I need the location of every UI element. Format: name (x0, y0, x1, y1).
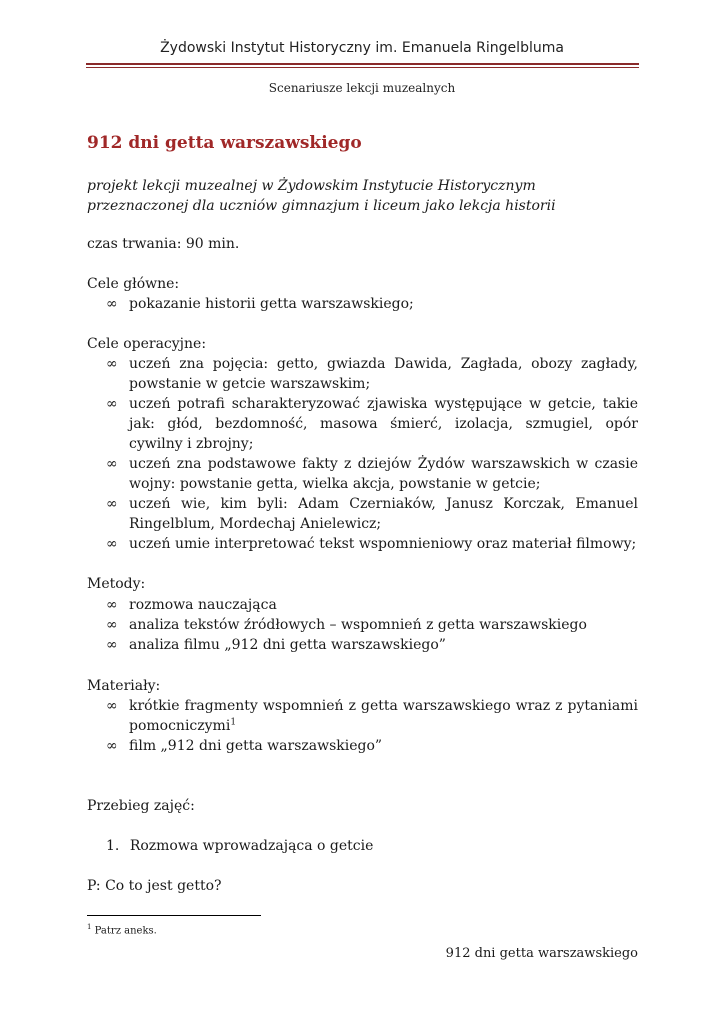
procedure-label: Przebieg zajęć: (87, 798, 195, 814)
footnote-number: 1 (87, 923, 92, 931)
footnote-text: Patrz aneks. (91, 925, 157, 937)
header-rule-thin (86, 67, 639, 68)
header-institute: Żydowski Instytut Historyczny im. Emanuela Ringelbluma (160, 40, 564, 56)
list-item: ∞ uczeń umie interpretować tekst wspomnieniowy oraz materiał filmowy; (106, 536, 637, 552)
list-item: ∞ uczeń zna pojęcia: getto, gwiazda Dawida, Zagłada, obozy zagłady, powstanie w getcie warszawskim; (106, 356, 638, 392)
materials-label: Materiały: (87, 678, 161, 694)
bullet-icon: ∞ (106, 356, 118, 372)
list-item: ∞ analiza tekstów źródłowych – wspomnień z getta warszawskiego (106, 617, 587, 633)
main-goals-list (106, 294, 638, 314)
bullet-icon: ∞ (106, 637, 118, 653)
header-series: Scenariusze lekcji muzealnych (268, 81, 456, 95)
bullet-icon: ∞ (106, 456, 118, 472)
operational-goals-list (106, 354, 638, 554)
bullet-icon: ∞ (106, 536, 118, 552)
operational-goals-label: Cele operacyjne: (87, 336, 207, 352)
bullet-icon: ∞ (106, 738, 118, 754)
list-item: ∞ uczeń wie, kim byli: Adam Czerniaków, Janusz Korczak, Emanuel Ringelblum, Mordechaj Anielewicz; (106, 496, 638, 532)
step-number: 1. (106, 838, 120, 854)
footnote (87, 923, 157, 936)
question: P: Co to jest getto? (87, 878, 222, 894)
bullet-icon: ∞ (106, 396, 118, 412)
bullet-icon: ∞ (106, 617, 118, 633)
list-item: ∞ rozmowa nauczająca (106, 597, 277, 613)
list-item: ∞ uczeń zna podstawowe fakty z dziejów Żydów warszawskich w czasie wojny: powstanie getta, wielka akcja, powstanie w getcie; (106, 456, 638, 492)
duration: czas trwania: 90 min. (87, 236, 240, 252)
bullet-icon: ∞ (106, 698, 118, 714)
methods-list (106, 595, 638, 655)
materials-list (106, 696, 638, 756)
methods-label: Metody: (87, 576, 146, 592)
list-item: ∞ film „912 dni getta warszawskiego” (106, 738, 383, 754)
header-rule (86, 63, 639, 65)
list-item: ∞ krótkie fragmenty wspomnień z getta warszawskiego wraz z pytaniami pomocniczymi$^1$ (106, 698, 638, 734)
main-goals-label: Cele główne: (87, 276, 180, 292)
procedure-step (106, 836, 373, 856)
page-footer: 912 dni getta warszawskiego (445, 946, 638, 961)
list-item: ∞ analiza filmu „912 dni getta warszawskiego” (106, 637, 446, 653)
subtitle-line-1: projekt lekcji muzealnej w Żydowskim Instytucie Historycznym (87, 178, 536, 194)
step-text: Rozmowa wprowadzająca o getcie (129, 838, 374, 854)
bullet-icon: ∞ (106, 597, 118, 613)
footnote-reference: 1 (230, 717, 237, 728)
footnote-rule (87, 915, 261, 916)
subtitle-line-2: przeznaczonej dla uczniów gimnazjum i liceum jako lekcja historii (87, 198, 556, 214)
subtitle (87, 176, 647, 216)
list-item: ∞ pokazanie historii getta warszawskiego; (106, 296, 414, 312)
list-item: ∞ uczeń potrafi scharakteryzować zjawiska występujące w getcie, takie jak: głód, bezdomność, masowa śmierć, izolacja, szmugiel, opór cywilny i zbrojny; (106, 396, 638, 452)
bullet-icon: ∞ (106, 496, 118, 512)
document-title: 912 dni getta warszawskiego (87, 133, 362, 153)
bullet-icon: ∞ (106, 296, 118, 312)
